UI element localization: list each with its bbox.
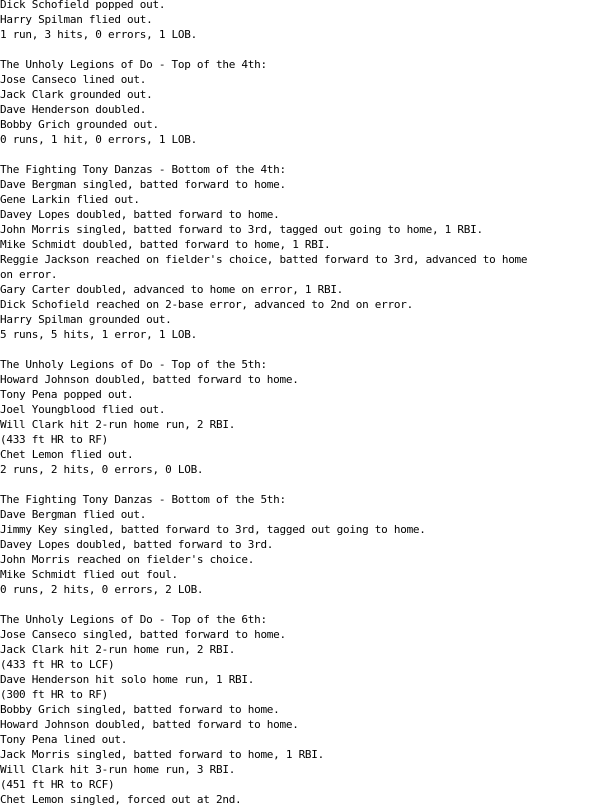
play-line: Will Clark hit 3-run home run, 3 RBI. — [0, 763, 236, 776]
inning-header: The Unholy Legions of Do - Top of the 5th: — [0, 358, 267, 371]
play-line: Davey Lopes doubled, batted forward to home. — [0, 208, 280, 221]
inning-summary: 0 runs, 2 hits, 0 errors, 2 LOB. — [0, 583, 204, 596]
play-line: Jack Clark hit 2-run home run, 2 RBI. — [0, 643, 236, 656]
play-line: Dave Bergman singled, batted forward to home. — [0, 178, 286, 191]
blank-line — [0, 147, 611, 162]
play-line: Will Clark hit 2-run home run, 2 RBI. — [0, 418, 236, 431]
play-line: Gary Carter doubled, advanced to home on error, 1 RBI. — [0, 283, 344, 296]
inning-header: The Fighting Tony Danzas - Bottom of the 5th: — [0, 493, 286, 506]
play-line: Jose Canseco singled, batted forward to home. — [0, 628, 286, 641]
blank-line — [0, 42, 611, 57]
play-line: Joel Youngblood flied out. — [0, 403, 166, 416]
play-line: Gene Larkin flied out. — [0, 193, 140, 206]
play-line: on error. — [0, 268, 58, 281]
play-line: Dick Schofield reached on 2-base error, advanced to 2nd on error. — [0, 298, 413, 311]
play-line: Jose Canseco lined out. — [0, 73, 147, 86]
home-run-distance: (300 ft HR to RF) — [0, 688, 108, 701]
play-line: Howard Johnson doubled, batted forward to home. — [0, 373, 299, 386]
play-line: Harry Spilman flied out. — [0, 13, 153, 26]
inning-header: The Unholy Legions of Do - Top of the 6th: — [0, 613, 267, 626]
inning-summary: 5 runs, 5 hits, 1 error, 1 LOB. — [0, 328, 197, 341]
inning-summary: 1 run, 3 hits, 0 errors, 1 LOB. — [0, 28, 197, 41]
play-line: John Morris reached on fielder's choice. — [0, 553, 255, 566]
play-line: Jack Clark grounded out. — [0, 88, 153, 101]
play-line: Tony Pena lined out. — [0, 733, 128, 746]
home-run-distance: (433 ft HR to LCF) — [0, 658, 115, 671]
play-line: Dave Henderson doubled. — [0, 103, 147, 116]
play-line: Mike Schmidt flied out foul. — [0, 568, 178, 581]
play-line: John Morris singled, batted forward to 3rd, tagged out going to home, 1 RBI. — [0, 223, 483, 236]
play-line: Mike Schmidt doubled, batted forward to home, 1 RBI. — [0, 238, 331, 251]
inning-header: The Fighting Tony Danzas - Bottom of the 4th: — [0, 163, 286, 176]
play-line: Jack Morris singled, batted forward to home, 1 RBI. — [0, 748, 324, 761]
blank-line — [0, 342, 611, 357]
play-line: Chet Lemon flied out. — [0, 448, 134, 461]
play-line: Howard Johnson doubled, batted forward to home. — [0, 718, 299, 731]
play-line: Bobby Grich singled, batted forward to home. — [0, 703, 280, 716]
play-line: Reggie Jackson reached on fielder's choice, batted forward to 3rd, advanced to home — [0, 253, 528, 266]
blank-line — [0, 477, 611, 492]
home-run-distance: (451 ft HR to RCF) — [0, 778, 115, 791]
blank-line — [0, 597, 611, 612]
play-line: Tony Pena popped out. — [0, 388, 134, 401]
play-line: Harry Spilman grounded out. — [0, 313, 172, 326]
home-run-distance: (433 ft HR to RF) — [0, 433, 108, 446]
inning-summary: 0 runs, 1 hit, 0 errors, 1 LOB. — [0, 133, 197, 146]
play-line: Dave Henderson hit solo home run, 1 RBI. — [0, 673, 255, 686]
inning-summary: 2 runs, 2 hits, 0 errors, 0 LOB. — [0, 463, 204, 476]
play-line: Dick Schofield popped out. — [0, 0, 166, 11]
play-line: Davey Lopes doubled, batted forward to 3rd. — [0, 538, 274, 551]
inning-header: The Unholy Legions of Do - Top of the 4th: — [0, 58, 267, 71]
play-line: Bobby Grich grounded out. — [0, 118, 159, 131]
play-line: Jimmy Key singled, batted forward to 3rd, tagged out going to home. — [0, 523, 426, 536]
play-line: Chet Lemon singled, forced out at 2nd. — [0, 793, 242, 806]
play-line: Dave Bergman flied out. — [0, 508, 147, 521]
